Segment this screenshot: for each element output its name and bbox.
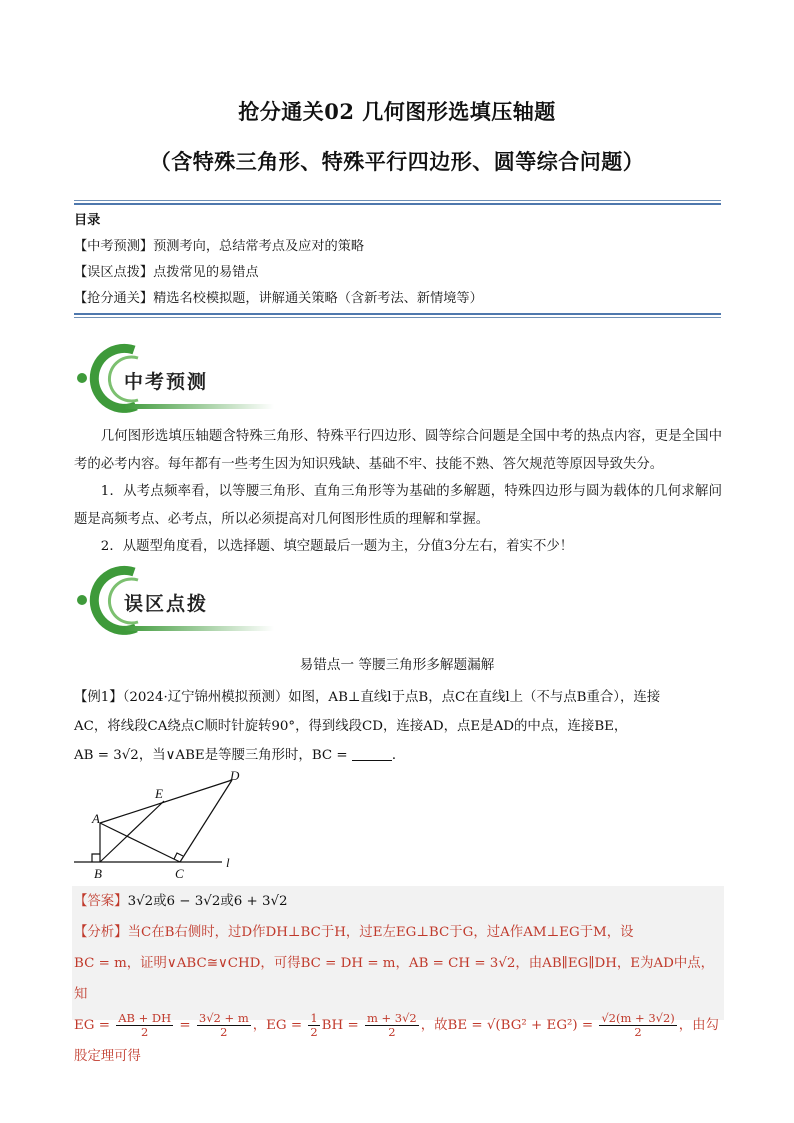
segment-ad [100,780,232,823]
formula-text: BH = [321,1018,363,1033]
label-d: D [230,768,240,783]
fraction [116,1012,173,1039]
label-c: C [175,866,184,880]
formula-text: ，EG = [252,1018,307,1033]
toc-item[interactable] [74,260,483,286]
analysis-tag: 【分析】 [74,925,128,940]
section-title: 中考预测 [124,371,209,393]
punctuation: ． [391,748,406,763]
answer-value: 3√2或6 − 3√2或6 + 3√2 [127,894,288,909]
toc-item-text: 精选名校模拟题，讲解通关策略（含新考法、新情境等） [153,291,483,306]
label-b: B [94,866,102,880]
fraction [197,1012,251,1039]
numerator: AB + DH [118,1011,172,1025]
numerator: m + 3√2 [366,1011,417,1025]
geometry-figure [70,768,240,880]
toc-item-text: 预测考向，总结常考点及应对的策略 [153,239,365,254]
denominator: 2 [310,1025,318,1039]
formula-text: = [175,1018,195,1033]
paragraph: 1．从考点频率看，以等腰三角形、直角三角形等为基础的多解题，特殊四边形与圆为载体的几何求解问题是高频考点、必考点，所以必须提高对几何图形性质的理解和掌握。 [74,484,722,527]
table-of-contents [74,208,483,312]
divider-top-thick [74,203,721,205]
denominator: 2 [634,1025,642,1039]
numerator: 3√2 + m [198,1011,249,1025]
example-prefix: 【例1】（2024·辽宁锦州模拟预测）如图， [74,690,329,705]
paragraph: 几何图形选填压轴题含特殊三角形、特殊平行四边形、圆等综合问题是全国中考的热点内容，更是全国中考的必考内容。每年都有一些考生因为知识残缺、基础不牢、技能不熟、答欠规范等原因导致失分。 [74,429,722,472]
denominator: 2 [220,1025,228,1039]
segment-cd [180,780,232,862]
answer-tag: 【答案】 [74,894,128,909]
solution-text [74,886,722,1072]
denominator: 2 [141,1025,149,1039]
divider-bottom-thick [74,313,721,315]
fraction [365,1012,419,1039]
paragraph: 2．从题型角度看，以选择题、填空题最后一题为主，分值3分左右，着实不少！ [100,539,574,554]
example-text: ，当∨ABE是等腰三角形时，BC = [138,748,352,763]
section-badge-forecast [76,338,276,418]
formula-text: ，故BE = √(BG² + EG²) = [420,1018,598,1033]
toc-item-tag: 【误区点拨】 [74,265,154,280]
fraction [308,1012,319,1039]
pitfall-heading: 易错点一 等腰三角形多解题漏解 [299,657,495,673]
label-a: A [92,811,100,826]
analysis-formula-line [74,1010,722,1072]
answer-blank[interactable] [352,746,392,761]
label-e: E [155,786,163,801]
example-text: AC，将线段CA绕点C顺时针旋转90°，得到线段CD，连接AD，点E是AD的中点，连接BE， [74,719,628,734]
divider-bottom-thin [74,317,721,318]
analysis-text: 当C在B右侧时，过D作DH⊥BC于H，过E左EG⊥BC于G，过A作AM⊥EG于M，设 [127,925,634,940]
example-text: AB⊥直线l于点B，点C在直线l上（不与点B重合），连接 [328,690,661,705]
segment-be [100,801,164,862]
numerator: √2(m + 3√2) [601,1011,675,1025]
toc-item-tag: 【中考预测】 [74,239,154,254]
section-title: 误区点拨 [124,593,209,615]
toc-item-tag: 【抢分通关】 [74,291,154,306]
example-given: AB = 3√2 [74,748,139,763]
formula-text: EG = [74,1018,115,1033]
denominator: 2 [388,1025,396,1039]
toc-item[interactable] [74,234,483,260]
section-badge-pitfalls [76,560,276,640]
segment-ac [100,823,180,862]
right-angle-c [174,853,183,859]
toc-heading: 目录 [74,213,101,228]
forecast-text [74,423,722,561]
analysis-text: BC = m，证明∨ABC≅∨CHD，可得BC = DH = m，AB = CH = 3√2，由AB∥EG∥DH，E为AD中点，知 [74,956,715,1002]
page-subtitle: （含特殊三角形、特殊平行四边形、圆等综合问题） [149,149,645,174]
right-angle-b [92,854,100,862]
fraction [599,1012,676,1039]
formula-text: ，由勾股定理可得 [74,1018,719,1064]
toc-item-text: 点拨常见的易错点 [153,265,259,280]
divider-top-thin [74,200,721,201]
page-title: 抢分通关02 几何图形选填压轴题 [238,99,556,124]
toc-item[interactable] [74,286,483,312]
example-problem [74,683,724,770]
numerator: 1 [310,1011,318,1025]
label-l: l [226,855,230,870]
